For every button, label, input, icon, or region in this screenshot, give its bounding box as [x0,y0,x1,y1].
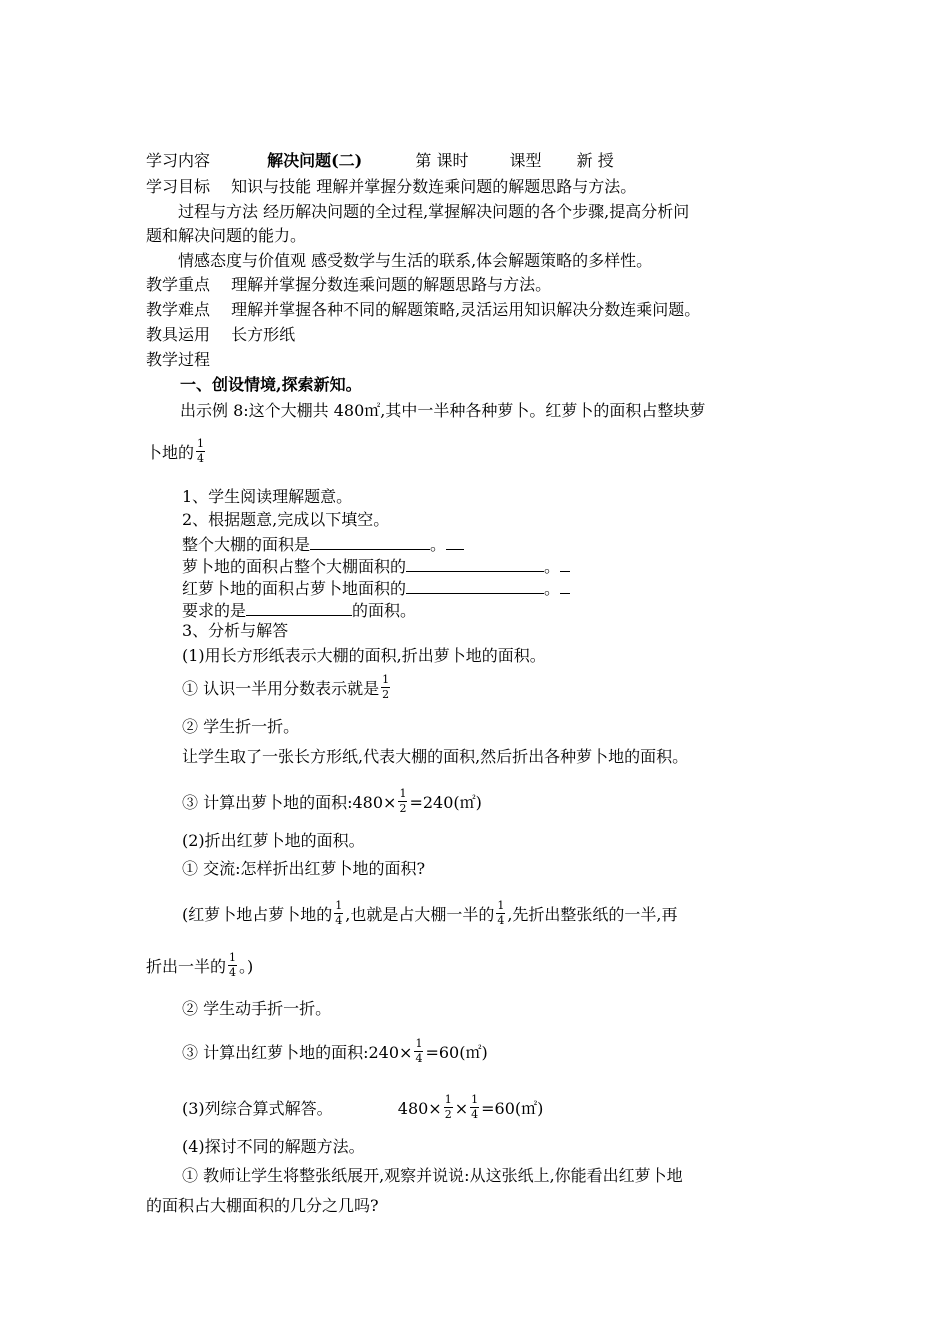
fraction-one-quarter: $\frac{1}{4}$ [229,951,237,979]
objective-emotion: 情感态度与价值观 感受数学与生活的联系,体会解题策略的多样性。 [178,251,653,270]
key-point-text: 理解并掌握分数连乘问题的解题思路与方法。 [231,275,552,294]
part-2-heading: (2)折出红萝卜地的面积。 [182,831,365,850]
example-line-2: 卜地的 $\frac{1}{4}$ [146,437,205,465]
tools-line [146,324,295,346]
fraction-one-quarter: $\frac{1}{4}$ [197,437,205,465]
example-line-1: 出示例 8:这个大棚共 480㎡,其中一半种各种萝卜。红萝卜的面积占整块萝 [180,401,706,420]
lesson-title: 解决问题(二) [267,151,363,170]
step-1: 1、学生阅读理解题意。 [182,487,353,506]
step-2: 2、根据题意,完成以下填空。 [182,510,390,529]
part-3: (3)列综合算式解答。 480× $\frac{1}{2}$ × $\frac{1}{4}$ =60(㎡) [182,1093,544,1121]
part-1-heading: (1)用长方形纸表示大棚的面积,折出萝卜地的面积。 [182,646,546,665]
tools-text: 长方形纸 [231,325,296,344]
part-4-heading: (4)探讨不同的解题方法。 [182,1137,365,1156]
section-heading: 一、创设情境,探索新知。 [180,375,362,394]
fraction-one-quarter: $\frac{1}{4}$ [497,899,505,927]
answer-blank-3[interactable] [406,575,544,594]
part-4-a-line2: 的面积占大棚面积的几分之几吗? [146,1196,379,1215]
key-point-line [146,274,551,296]
header-row [146,150,614,172]
objective-process-2: 题和解决问题的能力。 [146,226,307,245]
lesson-period: 第 课时 [415,151,469,170]
difficulty-line [146,299,700,321]
answer-blank-1[interactable] [310,531,430,550]
part-2-d: ③ 计算出红萝卜地的面积:240× $\frac{1}{4}$ =60(㎡) [182,1037,488,1065]
process-label: 教学过程 [146,350,211,369]
part-2-b-line1: (红萝卜地占萝卜地的 $\frac{1}{4}$ ,也就是占大棚一半的 $\frac{1}{4}$ ,先折出整张纸的一半,再 [182,899,678,927]
combined-formula: 480× $\frac{1}{2}$ × $\frac{1}{4}$ =60(㎡) [397,1093,544,1121]
content-label: 学习内容 [146,151,211,170]
objective-knowledge: 知识与技能 理解并掌握分数连乘问题的解题思路与方法。 [231,177,637,196]
part-1-c: 让学生取了一张长方形纸,代表大棚的面积,然后折出各种萝卜地的面积。 [182,747,689,766]
lesson-type-label: 课型 [509,151,542,170]
step-3: 3、分析与解答 [182,621,289,640]
fraction-one-quarter: $\frac{1}{4}$ [335,899,343,927]
fill-line-3: 红萝卜地的面积占萝卜地面积的 。 [182,575,570,600]
fraction-one-quarter: $\frac{1}{4}$ [471,1093,479,1121]
part-1-b: ② 学生折一折。 [182,717,300,736]
difficulty-label: 教学难点 [146,300,211,319]
objective-process-1: 过程与方法 经历解决问题的全过程,掌握解决问题的各个步骤,提高分析问 [178,202,690,221]
part-1-a: ① 认识一半用分数表示就是 $\frac{1}{2}$ [182,673,390,701]
objectives-label: 学习目标 [146,177,211,196]
fraction-one-half: $\frac{1}{2}$ [382,673,390,701]
key-point-label: 教学重点 [146,275,211,294]
answer-blank-4[interactable] [246,597,352,616]
fraction-one-quarter: $\frac{1}{4}$ [415,1037,423,1065]
fill-line-4: 要求的是 的面积。 [182,597,416,622]
part-4-a-line1: ① 教师让学生将整张纸展开,观察并说说:从这张纸上,你能看出红萝卜地 [182,1166,683,1185]
lesson-type-value: 新 授 [576,151,614,170]
tools-label: 教具运用 [146,325,211,344]
part-2-a: ① 交流:怎样折出红萝卜地的面积? [182,859,426,878]
fraction-one-half: $\frac{1}{2}$ [444,1093,452,1121]
part-1-d: ③ 计算出萝卜地的面积:480× $\frac{1}{2}$ =240(㎡) [182,787,482,815]
fill-line-2: 萝卜地的面积占整个大棚面积的 。 [182,553,570,578]
part-2-b-line2: 折出一半的 $\frac{1}{4}$ 。) [146,951,254,979]
fill-line-1: 整个大棚的面积是 。 [182,531,464,556]
objectives-knowledge-line [146,176,636,198]
difficulty-text: 理解并掌握各种不同的解题策略,灵活运用知识解决分数连乘问题。 [231,300,701,319]
part-2-c: ② 学生动手折一折。 [182,999,332,1018]
answer-blank-2[interactable] [406,553,544,572]
fraction-one-half: $\frac{1}{2}$ [399,787,407,815]
